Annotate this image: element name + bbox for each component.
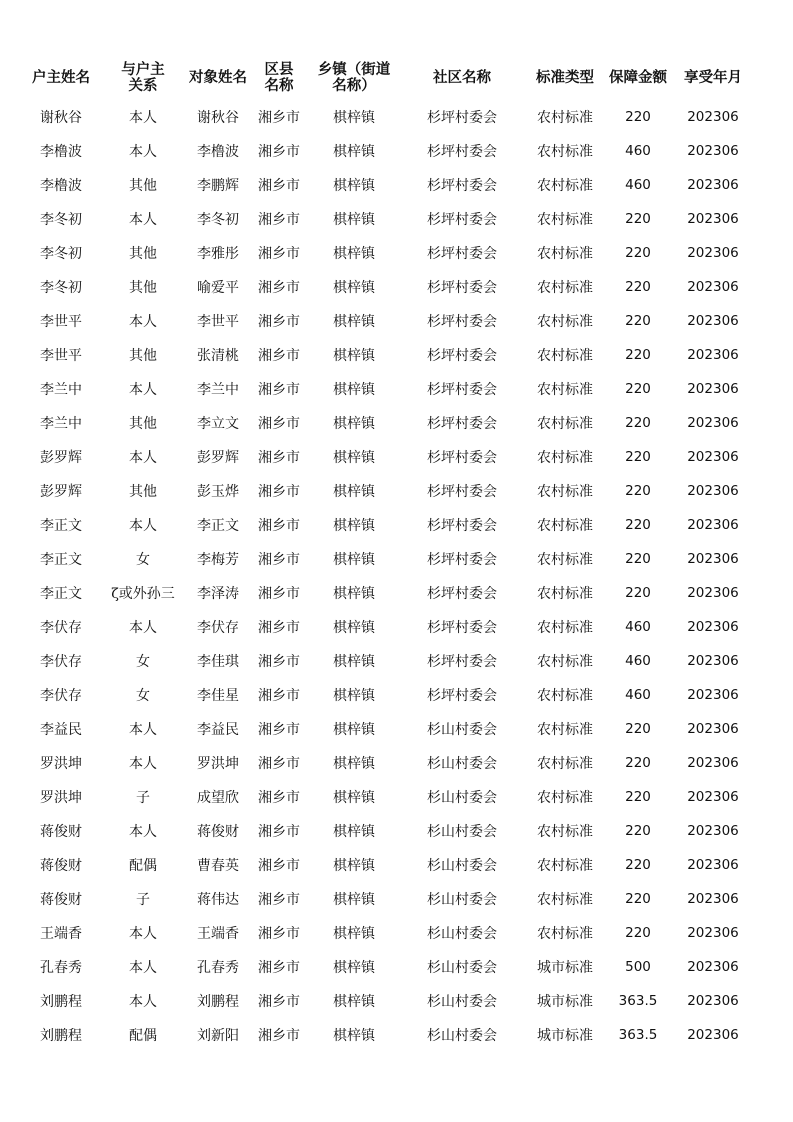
cell-householder-name: 李冬初 bbox=[40, 280, 82, 296]
cell-county: 湘乡市 bbox=[258, 144, 300, 160]
cell-relationship: 配偶 bbox=[129, 1028, 157, 1044]
cell-relationship: 本人 bbox=[129, 450, 157, 466]
cell-period: 202306 bbox=[687, 143, 739, 159]
cell-community: 杉坪村委会 bbox=[427, 450, 497, 466]
cell-householder-name: 李冬初 bbox=[40, 212, 82, 228]
cell-amount: 220 bbox=[625, 891, 651, 907]
cell-recipient-name: 李佳琪 bbox=[197, 654, 239, 670]
cell-householder-name: 刘鹏程 bbox=[40, 994, 82, 1010]
cell-county: 湘乡市 bbox=[258, 586, 300, 602]
cell-period: 202306 bbox=[687, 483, 739, 499]
cell-relationship: 本人 bbox=[129, 144, 157, 160]
cell-county: 湘乡市 bbox=[258, 722, 300, 738]
cell-relationship: ζ或外孙三 bbox=[111, 586, 175, 602]
cell-standard-type: 农村标准 bbox=[537, 688, 593, 704]
cell-community: 杉坪村委会 bbox=[427, 586, 497, 602]
cell-relationship: 本人 bbox=[129, 620, 157, 636]
cell-recipient-name: 李冬初 bbox=[197, 212, 239, 228]
cell-county: 湘乡市 bbox=[258, 552, 300, 568]
cell-town: 棋梓镇 bbox=[333, 144, 375, 160]
table-row bbox=[21, 406, 757, 440]
table-row bbox=[21, 814, 757, 848]
table-row bbox=[21, 882, 757, 916]
cell-standard-type: 农村标准 bbox=[537, 450, 593, 466]
cell-amount: 363.5 bbox=[618, 993, 658, 1009]
cell-period: 202306 bbox=[687, 823, 739, 839]
cell-recipient-name: 刘新阳 bbox=[197, 1028, 239, 1044]
cell-standard-type: 农村标准 bbox=[537, 416, 593, 432]
cell-community: 杉山村委会 bbox=[427, 858, 497, 874]
cell-town: 棋梓镇 bbox=[333, 654, 375, 670]
table-row bbox=[21, 542, 757, 576]
cell-householder-name: 李橹波 bbox=[40, 144, 82, 160]
header-standard-type: 标准类型 bbox=[536, 70, 594, 86]
cell-householder-name: 彭罗辉 bbox=[40, 450, 82, 466]
cell-recipient-name: 张清桃 bbox=[197, 348, 239, 364]
cell-recipient-name: 蒋伟达 bbox=[197, 892, 239, 908]
cell-standard-type: 农村标准 bbox=[537, 178, 593, 194]
table-row bbox=[21, 372, 757, 406]
cell-recipient-name: 蒋俊财 bbox=[197, 824, 239, 840]
cell-standard-type: 农村标准 bbox=[537, 484, 593, 500]
cell-town: 棋梓镇 bbox=[333, 280, 375, 296]
cell-county: 湘乡市 bbox=[258, 960, 300, 976]
cell-community: 杉坪村委会 bbox=[427, 280, 497, 296]
cell-recipient-name: 彭玉烨 bbox=[197, 484, 239, 500]
cell-recipient-name: 李雅彤 bbox=[197, 246, 239, 262]
cell-recipient-name: 孔春秀 bbox=[197, 960, 239, 976]
cell-householder-name: 李正文 bbox=[40, 586, 82, 602]
table-row bbox=[21, 950, 757, 984]
cell-householder-name: 李世平 bbox=[40, 314, 82, 330]
cell-standard-type: 农村标准 bbox=[537, 212, 593, 228]
cell-householder-name: 蒋俊财 bbox=[40, 892, 82, 908]
cell-amount: 220 bbox=[625, 449, 651, 465]
cell-community: 杉山村委会 bbox=[427, 824, 497, 840]
cell-householder-name: 谢秋谷 bbox=[40, 110, 82, 126]
cell-period: 202306 bbox=[687, 585, 739, 601]
cell-amount: 460 bbox=[625, 653, 651, 669]
cell-county: 湘乡市 bbox=[258, 892, 300, 908]
cell-county: 湘乡市 bbox=[258, 246, 300, 262]
cell-recipient-name: 李梅芳 bbox=[197, 552, 239, 568]
table-row bbox=[21, 678, 757, 712]
cell-county: 湘乡市 bbox=[258, 824, 300, 840]
cell-community: 杉坪村委会 bbox=[427, 110, 497, 126]
cell-county: 湘乡市 bbox=[258, 450, 300, 466]
cell-period: 202306 bbox=[687, 313, 739, 329]
cell-householder-name: 蒋俊财 bbox=[40, 858, 82, 874]
cell-recipient-name: 李立文 bbox=[197, 416, 239, 432]
cell-recipient-name: 李橹波 bbox=[197, 144, 239, 160]
cell-standard-type: 农村标准 bbox=[537, 722, 593, 738]
cell-standard-type: 农村标准 bbox=[537, 518, 593, 534]
cell-standard-type: 农村标准 bbox=[537, 756, 593, 772]
cell-standard-type: 城市标准 bbox=[537, 1028, 593, 1044]
cell-standard-type: 农村标准 bbox=[537, 654, 593, 670]
table-row bbox=[21, 304, 757, 338]
table-row bbox=[21, 610, 757, 644]
cell-period: 202306 bbox=[687, 1027, 739, 1043]
cell-standard-type: 农村标准 bbox=[537, 586, 593, 602]
cell-recipient-name: 谢秋谷 bbox=[197, 110, 239, 126]
cell-recipient-name: 喻爱平 bbox=[197, 280, 239, 296]
cell-town: 棋梓镇 bbox=[333, 212, 375, 228]
cell-community: 杉山村委会 bbox=[427, 790, 497, 806]
cell-county: 湘乡市 bbox=[258, 1028, 300, 1044]
cell-recipient-name: 刘鹏程 bbox=[197, 994, 239, 1010]
cell-householder-name: 刘鹏程 bbox=[40, 1028, 82, 1044]
cell-community: 杉坪村委会 bbox=[427, 144, 497, 160]
cell-standard-type: 城市标准 bbox=[537, 960, 593, 976]
cell-householder-name: 王端香 bbox=[40, 926, 82, 942]
cell-town: 棋梓镇 bbox=[333, 824, 375, 840]
cell-community: 杉坪村委会 bbox=[427, 688, 497, 704]
cell-standard-type: 农村标准 bbox=[537, 348, 593, 364]
cell-amount: 220 bbox=[625, 381, 651, 397]
cell-period: 202306 bbox=[687, 925, 739, 941]
cell-recipient-name: 曹春英 bbox=[197, 858, 239, 874]
table-header-row bbox=[21, 56, 757, 100]
cell-period: 202306 bbox=[687, 109, 739, 125]
cell-community: 杉山村委会 bbox=[427, 926, 497, 942]
cell-relationship: 本人 bbox=[129, 722, 157, 738]
cell-community: 杉山村委会 bbox=[427, 994, 497, 1010]
cell-relationship: 本人 bbox=[129, 382, 157, 398]
cell-period: 202306 bbox=[687, 177, 739, 193]
cell-period: 202306 bbox=[687, 449, 739, 465]
cell-standard-type: 农村标准 bbox=[537, 790, 593, 806]
cell-relationship: 本人 bbox=[129, 926, 157, 942]
cell-standard-type: 农村标准 bbox=[537, 824, 593, 840]
cell-amount: 220 bbox=[625, 483, 651, 499]
cell-period: 202306 bbox=[687, 653, 739, 669]
cell-town: 棋梓镇 bbox=[333, 552, 375, 568]
cell-community: 杉山村委会 bbox=[427, 1028, 497, 1044]
header-county: 区县 名称 bbox=[264, 62, 294, 94]
table-row bbox=[21, 848, 757, 882]
cell-period: 202306 bbox=[687, 211, 739, 227]
cell-amount: 220 bbox=[625, 789, 651, 805]
header-householder-name: 户主姓名 bbox=[32, 70, 90, 86]
cell-county: 湘乡市 bbox=[258, 654, 300, 670]
table-row bbox=[21, 168, 757, 202]
cell-householder-name: 李伏存 bbox=[40, 688, 82, 704]
cell-county: 湘乡市 bbox=[258, 484, 300, 500]
cell-town: 棋梓镇 bbox=[333, 178, 375, 194]
cell-amount: 220 bbox=[625, 857, 651, 873]
cell-period: 202306 bbox=[687, 415, 739, 431]
cell-householder-name: 李世平 bbox=[40, 348, 82, 364]
cell-amount: 363.5 bbox=[618, 1027, 658, 1043]
cell-county: 湘乡市 bbox=[258, 756, 300, 772]
cell-county: 湘乡市 bbox=[258, 382, 300, 398]
cell-town: 棋梓镇 bbox=[333, 110, 375, 126]
cell-recipient-name: 李兰中 bbox=[197, 382, 239, 398]
cell-community: 杉坪村委会 bbox=[427, 382, 497, 398]
cell-relationship: 其他 bbox=[129, 416, 157, 432]
cell-householder-name: 李兰中 bbox=[40, 382, 82, 398]
cell-period: 202306 bbox=[687, 721, 739, 737]
cell-county: 湘乡市 bbox=[258, 926, 300, 942]
cell-period: 202306 bbox=[687, 347, 739, 363]
header-community: 社区名称 bbox=[433, 70, 491, 86]
cell-householder-name: 李伏存 bbox=[40, 654, 82, 670]
cell-period: 202306 bbox=[687, 551, 739, 567]
cell-standard-type: 农村标准 bbox=[537, 926, 593, 942]
cell-householder-name: 孔春秀 bbox=[40, 960, 82, 976]
cell-community: 杉坪村委会 bbox=[427, 620, 497, 636]
cell-county: 湘乡市 bbox=[258, 178, 300, 194]
table-row bbox=[21, 202, 757, 236]
cell-standard-type: 农村标准 bbox=[537, 110, 593, 126]
cell-amount: 220 bbox=[625, 551, 651, 567]
cell-recipient-name: 李泽涛 bbox=[197, 586, 239, 602]
cell-standard-type: 农村标准 bbox=[537, 892, 593, 908]
cell-town: 棋梓镇 bbox=[333, 790, 375, 806]
table-row bbox=[21, 746, 757, 780]
cell-community: 杉坪村委会 bbox=[427, 654, 497, 670]
cell-county: 湘乡市 bbox=[258, 790, 300, 806]
cell-relationship: 其他 bbox=[129, 348, 157, 364]
cell-community: 杉坪村委会 bbox=[427, 484, 497, 500]
cell-standard-type: 农村标准 bbox=[537, 314, 593, 330]
table-body bbox=[21, 100, 757, 1052]
cell-period: 202306 bbox=[687, 687, 739, 703]
cell-community: 杉坪村委会 bbox=[427, 416, 497, 432]
cell-amount: 220 bbox=[625, 517, 651, 533]
cell-householder-name: 李兰中 bbox=[40, 416, 82, 432]
cell-relationship: 子 bbox=[136, 892, 150, 908]
cell-county: 湘乡市 bbox=[258, 416, 300, 432]
cell-standard-type: 农村标准 bbox=[537, 858, 593, 874]
cell-standard-type: 农村标准 bbox=[537, 144, 593, 160]
cell-amount: 220 bbox=[625, 313, 651, 329]
cell-standard-type: 农村标准 bbox=[537, 280, 593, 296]
table-row bbox=[21, 440, 757, 474]
cell-amount: 220 bbox=[625, 925, 651, 941]
table-row bbox=[21, 338, 757, 372]
cell-amount: 220 bbox=[625, 721, 651, 737]
cell-community: 杉山村委会 bbox=[427, 960, 497, 976]
table-row bbox=[21, 984, 757, 1018]
cell-amount: 220 bbox=[625, 823, 651, 839]
cell-relationship: 配偶 bbox=[129, 858, 157, 874]
cell-recipient-name: 李伏存 bbox=[197, 620, 239, 636]
cell-relationship: 本人 bbox=[129, 824, 157, 840]
cell-standard-type: 农村标准 bbox=[537, 246, 593, 262]
cell-amount: 220 bbox=[625, 347, 651, 363]
cell-relationship: 其他 bbox=[129, 280, 157, 296]
cell-householder-name: 李橹波 bbox=[40, 178, 82, 194]
cell-relationship: 其他 bbox=[129, 484, 157, 500]
cell-householder-name: 李冬初 bbox=[40, 246, 82, 262]
cell-amount: 220 bbox=[625, 755, 651, 771]
cell-town: 棋梓镇 bbox=[333, 688, 375, 704]
cell-period: 202306 bbox=[687, 789, 739, 805]
cell-amount: 220 bbox=[625, 585, 651, 601]
cell-householder-name: 罗洪坤 bbox=[40, 756, 82, 772]
cell-relationship: 本人 bbox=[129, 314, 157, 330]
cell-recipient-name: 罗洪坤 bbox=[197, 756, 239, 772]
cell-amount: 460 bbox=[625, 619, 651, 635]
cell-relationship: 女 bbox=[136, 654, 150, 670]
cell-relationship: 本人 bbox=[129, 110, 157, 126]
cell-amount: 460 bbox=[625, 143, 651, 159]
cell-period: 202306 bbox=[687, 279, 739, 295]
cell-amount: 220 bbox=[625, 279, 651, 295]
table-row bbox=[21, 236, 757, 270]
cell-householder-name: 李正文 bbox=[40, 552, 82, 568]
cell-recipient-name: 彭罗辉 bbox=[197, 450, 239, 466]
cell-period: 202306 bbox=[687, 381, 739, 397]
cell-county: 湘乡市 bbox=[258, 620, 300, 636]
cell-town: 棋梓镇 bbox=[333, 620, 375, 636]
cell-town: 棋梓镇 bbox=[333, 382, 375, 398]
cell-relationship: 其他 bbox=[129, 246, 157, 262]
cell-town: 棋梓镇 bbox=[333, 1028, 375, 1044]
cell-community: 杉山村委会 bbox=[427, 892, 497, 908]
table-row bbox=[21, 712, 757, 746]
cell-town: 棋梓镇 bbox=[333, 586, 375, 602]
cell-amount: 220 bbox=[625, 109, 651, 125]
table-row bbox=[21, 644, 757, 678]
cell-recipient-name: 李益民 bbox=[197, 722, 239, 738]
cell-standard-type: 农村标准 bbox=[537, 552, 593, 568]
cell-town: 棋梓镇 bbox=[333, 246, 375, 262]
cell-county: 湘乡市 bbox=[258, 110, 300, 126]
cell-relationship: 子 bbox=[136, 790, 150, 806]
table-row bbox=[21, 474, 757, 508]
cell-householder-name: 蒋俊财 bbox=[40, 824, 82, 840]
cell-community: 杉山村委会 bbox=[427, 756, 497, 772]
benefits-table bbox=[21, 56, 757, 1052]
cell-county: 湘乡市 bbox=[258, 858, 300, 874]
cell-county: 湘乡市 bbox=[258, 212, 300, 228]
cell-town: 棋梓镇 bbox=[333, 892, 375, 908]
cell-community: 杉坪村委会 bbox=[427, 246, 497, 262]
cell-county: 湘乡市 bbox=[258, 994, 300, 1010]
cell-recipient-name: 王端香 bbox=[197, 926, 239, 942]
cell-relationship: 本人 bbox=[129, 960, 157, 976]
cell-town: 棋梓镇 bbox=[333, 416, 375, 432]
cell-relationship: 本人 bbox=[129, 756, 157, 772]
cell-community: 杉坪村委会 bbox=[427, 552, 497, 568]
cell-town: 棋梓镇 bbox=[333, 484, 375, 500]
cell-amount: 220 bbox=[625, 415, 651, 431]
cell-relationship: 其他 bbox=[129, 178, 157, 194]
cell-period: 202306 bbox=[687, 245, 739, 261]
cell-period: 202306 bbox=[687, 891, 739, 907]
cell-county: 湘乡市 bbox=[258, 348, 300, 364]
cell-relationship: 本人 bbox=[129, 518, 157, 534]
cell-relationship: 本人 bbox=[129, 994, 157, 1010]
table-row bbox=[21, 576, 757, 610]
cell-community: 杉山村委会 bbox=[427, 722, 497, 738]
cell-community: 杉坪村委会 bbox=[427, 178, 497, 194]
cell-relationship: 女 bbox=[136, 552, 150, 568]
cell-town: 棋梓镇 bbox=[333, 858, 375, 874]
cell-town: 棋梓镇 bbox=[333, 518, 375, 534]
cell-town: 棋梓镇 bbox=[333, 960, 375, 976]
cell-community: 杉坪村委会 bbox=[427, 314, 497, 330]
cell-recipient-name: 李世平 bbox=[197, 314, 239, 330]
cell-county: 湘乡市 bbox=[258, 688, 300, 704]
header-amount: 保障金额 bbox=[609, 70, 667, 86]
table-row bbox=[21, 1018, 757, 1052]
cell-town: 棋梓镇 bbox=[333, 348, 375, 364]
cell-period: 202306 bbox=[687, 517, 739, 533]
cell-amount: 220 bbox=[625, 211, 651, 227]
cell-period: 202306 bbox=[687, 755, 739, 771]
cell-recipient-name: 李佳星 bbox=[197, 688, 239, 704]
cell-recipient-name: 成望欣 bbox=[197, 790, 239, 806]
cell-community: 杉坪村委会 bbox=[427, 212, 497, 228]
table-row bbox=[21, 100, 757, 134]
cell-period: 202306 bbox=[687, 993, 739, 1009]
cell-town: 棋梓镇 bbox=[333, 450, 375, 466]
cell-community: 杉坪村委会 bbox=[427, 348, 497, 364]
cell-standard-type: 农村标准 bbox=[537, 620, 593, 636]
cell-town: 棋梓镇 bbox=[333, 756, 375, 772]
cell-amount: 220 bbox=[625, 245, 651, 261]
cell-relationship: 本人 bbox=[129, 212, 157, 228]
header-relationship: 与户主 关系 bbox=[121, 62, 165, 94]
header-recipient-name: 对象姓名 bbox=[189, 70, 247, 86]
cell-period: 202306 bbox=[687, 959, 739, 975]
cell-amount: 460 bbox=[625, 687, 651, 703]
cell-standard-type: 农村标准 bbox=[537, 382, 593, 398]
cell-amount: 460 bbox=[625, 177, 651, 193]
cell-town: 棋梓镇 bbox=[333, 994, 375, 1010]
cell-householder-name: 李正文 bbox=[40, 518, 82, 534]
header-period: 享受年月 bbox=[684, 70, 742, 86]
cell-householder-name: 彭罗辉 bbox=[40, 484, 82, 500]
cell-county: 湘乡市 bbox=[258, 314, 300, 330]
table-row bbox=[21, 270, 757, 304]
cell-town: 棋梓镇 bbox=[333, 926, 375, 942]
cell-town: 棋梓镇 bbox=[333, 314, 375, 330]
cell-relationship: 女 bbox=[136, 688, 150, 704]
cell-town: 棋梓镇 bbox=[333, 722, 375, 738]
table-row bbox=[21, 508, 757, 542]
cell-recipient-name: 李鹏辉 bbox=[197, 178, 239, 194]
cell-community: 杉坪村委会 bbox=[427, 518, 497, 534]
cell-county: 湘乡市 bbox=[258, 280, 300, 296]
table-row bbox=[21, 780, 757, 814]
cell-householder-name: 李益民 bbox=[40, 722, 82, 738]
cell-standard-type: 城市标准 bbox=[537, 994, 593, 1010]
cell-amount: 500 bbox=[625, 959, 651, 975]
cell-householder-name: 李伏存 bbox=[40, 620, 82, 636]
cell-county: 湘乡市 bbox=[258, 518, 300, 534]
cell-period: 202306 bbox=[687, 619, 739, 635]
cell-recipient-name: 李正文 bbox=[197, 518, 239, 534]
cell-period: 202306 bbox=[687, 857, 739, 873]
table-row bbox=[21, 134, 757, 168]
table-row bbox=[21, 916, 757, 950]
header-town: 乡镇（街道 名称） bbox=[317, 62, 391, 94]
cell-householder-name: 罗洪坤 bbox=[40, 790, 82, 806]
